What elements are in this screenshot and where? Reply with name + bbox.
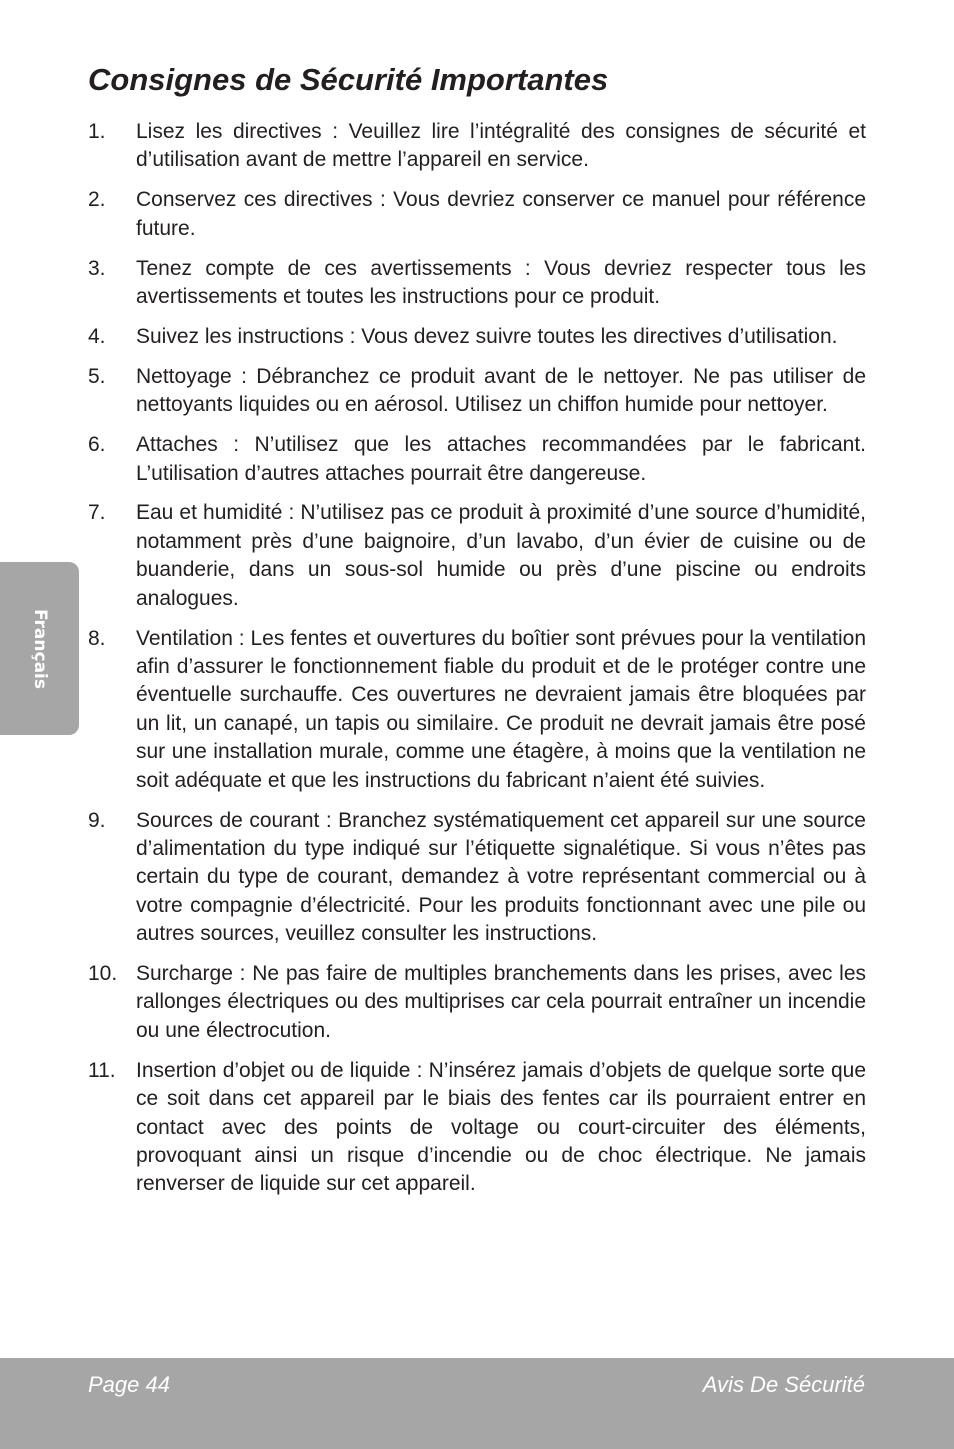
list-item (88, 431, 866, 488)
item-number: 9. (88, 808, 106, 832)
item-number: 3. (88, 256, 106, 280)
item-text: Eau et humidité : N’utilisez pas ce produit à proximité d’une source d’humidité, notamment près d’une baignoire, d’un lavabo, d’un évier de cuisine ou de buanderie, dans un sous-sol humide ou près d’une piscine ou endroits analogues. (136, 501, 866, 610)
section-title: Avis De Sécurité (702, 1372, 865, 1397)
page-number: Page 44 (88, 1372, 170, 1397)
item-number: 10. (88, 962, 118, 986)
item-text: Attaches : N’utilisez que les attaches recommandées par le fabricant. L’utilisation d’autres attaches pourrait être dangereuse. (136, 433, 866, 485)
item-number: 8. (88, 626, 106, 650)
list-item (88, 255, 866, 312)
item-text: Tenez compte de ces avertissements : Vous devriez respecter tous les avertissements et toutes les instructions pour ce produit. (136, 256, 866, 309)
item-text: Lisez les directives : Veuillez lire l’intégralité des consignes de sécurité et d’utilisation avant de mettre l’appareil en service. (136, 120, 866, 172)
item-number: 2. (88, 188, 106, 212)
list-item (88, 118, 866, 175)
list-item (88, 960, 866, 1045)
item-number: 4. (88, 324, 106, 348)
list-item (88, 807, 866, 949)
item-text: Surcharge : Ne pas faire de multiples branchements dans les prises, avec les rallonges électriques ou des multiprises car cela pourrait entraîner un incendie ou une électrocution. (136, 962, 866, 1042)
list-item (88, 499, 866, 613)
item-text: Conservez ces directives : Vous devriez conserver ce manuel pour référence future. (136, 188, 866, 240)
language-tab-label: Français (29, 608, 50, 689)
list-item (88, 1057, 866, 1199)
safety-instructions-list (88, 118, 866, 1210)
item-number: 7. (88, 501, 106, 525)
item-number: 11. (88, 1058, 116, 1082)
language-tab (0, 562, 79, 735)
item-number: 5. (88, 364, 106, 388)
item-text: Ventilation : Les fentes et ouvertures du boîtier sont prévues pour la ventilation afin d’assurer le fonctionnement fiable du produit et de le protéger contre une éventuelle surchauffe. Ces ouvertures ne devraient jamais être bloquées par un lit, un canapé, un tapis ou similaire. Ce produit ne devrait jamais être posé sur une installation murale, comme une étagère, à moins que la ventilation ne soit adéquate et que les instructions du fabricant n’aient été suivies. (136, 626, 866, 792)
list-item (88, 186, 866, 243)
list-item (88, 625, 866, 795)
item-text: Sources de courant : Branchez systématiquement cet appareil sur une source d’alimentation du type indiqué sur l’étiquette signalétique. Si vous n’êtes pas certain du type de courant, demandez à votre représentant commercial ou à votre compagnie d’électricité. Pour les produits fonctionnant avec une pile ou autres sources, veuillez consulter les instructions. (136, 808, 866, 946)
list-item (88, 363, 866, 420)
item-number: 1. (88, 120, 106, 143)
item-text: Suivez les instructions : Vous devez suivre toutes les directives d’utilisation. (136, 324, 838, 348)
page-title: Consignes de Sécurité Importantes (88, 62, 609, 97)
item-text: Nettoyage : Débranchez ce produit avant de le nettoyer. Ne pas utiliser de nettoyants liquides ou en aérosol. Utilisez un chiffon humide pour nettoyer. (136, 364, 866, 417)
item-number: 6. (88, 433, 106, 457)
item-text: Insertion d’objet ou de liquide : N’insérez jamais d’objets de quelque sorte que ce soit dans cet appareil par le biais des fentes car ils pourraient entrer en contact avec des points de voltage ou court-circuiter des éléments, provoquant ainsi un risque d’incendie ou de choc électrique. Ne jamais renverser de liquide sur cet appareil. (136, 1058, 866, 1196)
list-item (88, 323, 866, 351)
page-footer (0, 1358, 954, 1449)
